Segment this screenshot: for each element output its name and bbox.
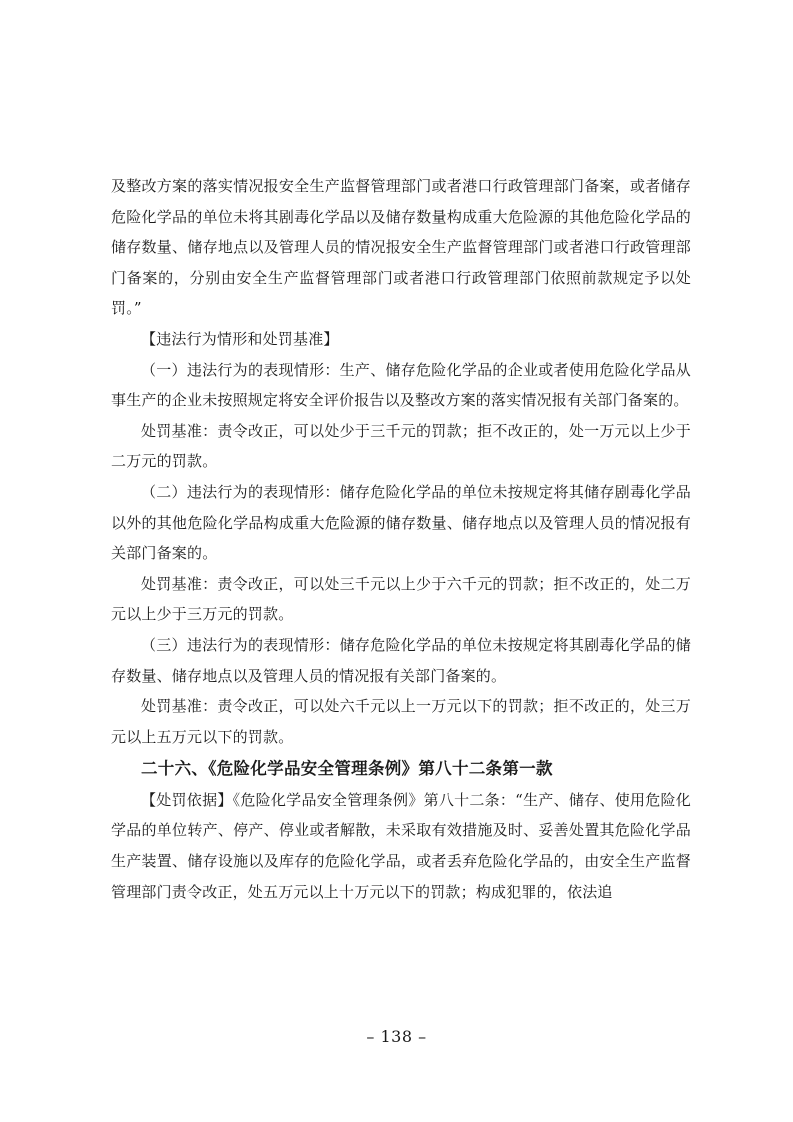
page-content	[111, 171, 691, 907]
paragraph-penalty-2: 处罚基准：责令改正，可以处三千元以上少于六千元的罚款；拒不改正的，处二万元以上少于三万元的罚款。	[111, 574, 691, 624]
paragraph-case-3: （三）违法行为的表现情形：储存危险化学品的单位未按规定将其剧毒化学品的储存数量、储存地点以及管理人员的情况报有关部门备案的。	[111, 635, 691, 685]
page-number: – 138 –	[366, 1027, 427, 1046]
paragraph-case-2: （二）违法行为的表现情形：储存危险化学品的单位未按规定将其储存剧毒化学品以外的其他危险化学品构成重大危险源的储存数量、储存地点以及管理人员的情况报有关部门备案的。	[111, 482, 691, 563]
paragraph-penalty-1: 处罚基准：责令改正，可以处少于三千元的罚款；拒不改正的，处一万元以上少于二万元的罚款。	[111, 421, 691, 471]
paragraph-case-1: （一）违法行为的表现情形：生产、储存危险化学品的企业或者使用危险化学品从事生产的企业未按照规定将安全评价报告以及整改方案的落实情况报有关部门备案的。	[111, 360, 691, 410]
section-label-violation-standards: 【违法行为情形和处罚基准】	[141, 329, 339, 348]
paragraph-penalty-3: 处罚基准：责令改正，可以处六千元以上一万元以下的罚款；拒不改正的，处三万元以上五万元以下的罚款。	[111, 697, 691, 746]
paragraph-continuation: 及整改方案的落实情况报安全生产监督管理部门或者港口行政管理部门备案，或者储存危险化学品的单位未将其剧毒化学品以及储存数量构成重大危险源的其他危险化学品的储存数量、储存地点以及管理人员的情况报安全生产监督管理部门或者港口行政管理部门备案的，分别由安全生产监督管理部门或者港口行政管理部门依照前款规定予以处罚。”	[111, 177, 691, 318]
section-heading: 二十六、《危险化学品安全管理条例》第八十二条第一款	[141, 759, 553, 779]
paragraph-penalty-basis: 【处罚依据】《危险化学品安全管理条例》第八十二条：“生产、储存、使用危险化学品的单位转产、停产、停业或者解散，未采取有效措施及时、妥善处置其危险化学品生产装置、储存设施以及库存的危险化学品，或者丢弃危险化学品的，由安全生产监督管理部门责令改正，处五万元以上十万元以下的罚款；构成犯罪的，依法追	[111, 790, 691, 901]
